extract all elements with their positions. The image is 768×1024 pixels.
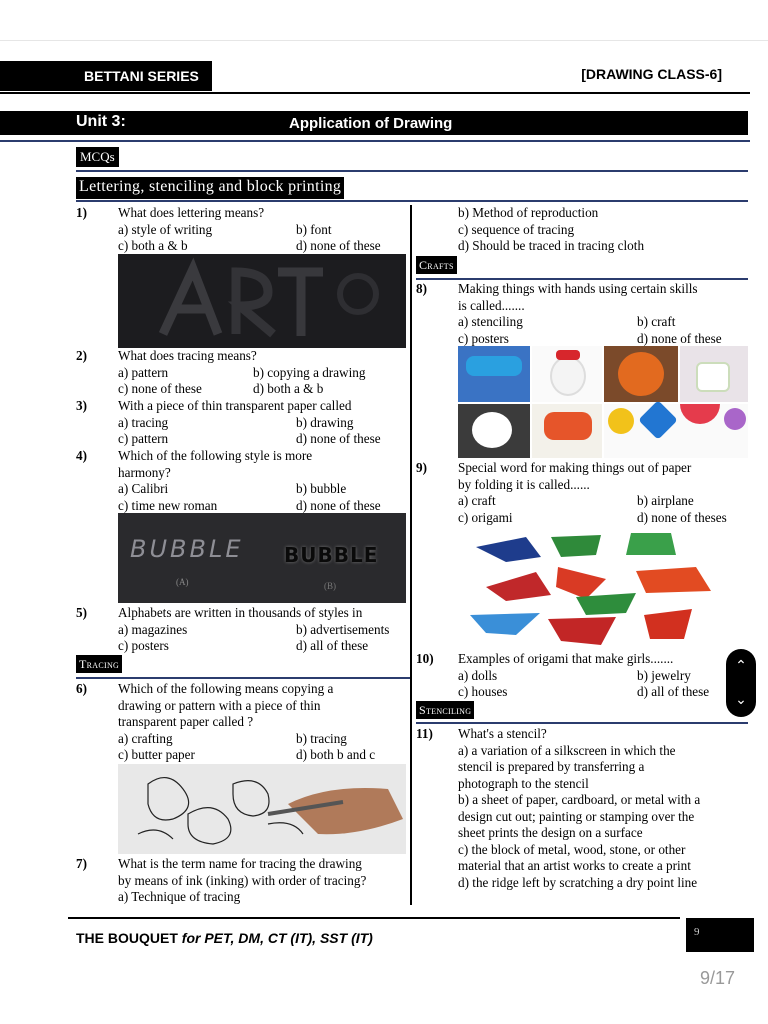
unit-title: Application of Drawing [289,115,453,132]
bubble-label-b: (B) [324,581,336,591]
option-a: a) style of writing [118,222,213,237]
page-number-box [686,918,754,952]
question-text-line-2: by folding it is called...... [458,477,590,492]
option-c: c) origami [458,510,513,525]
footer-for-text: for PET, DM, CT (IT), SST (IT) [181,930,373,946]
question-text-line-2: by means of ink (inking) with order of tracing? [118,873,367,888]
question-text-line-2: drawing or pattern with a piece of thin [118,698,321,713]
question-number: 2) [76,348,87,363]
option-c: c) time new roman [118,498,218,513]
mcqs-rule [76,170,748,172]
question-text: What's a stencil? [458,726,547,741]
option-a: a) pattern [118,365,169,380]
option-b: b) Method of reproduction [458,205,599,220]
unit-bar [0,111,748,135]
crafts-rule [416,278,748,280]
option-b: b) tracing [296,731,347,746]
option-b: b) airplane [637,493,694,508]
question-5 [76,605,410,655]
footer-rule [68,917,680,919]
option-b: b) bubble [296,481,347,496]
option-b: b) craft [637,314,676,329]
option-c: c) pattern [118,431,169,446]
class-label: [DRAWING CLASS-6] [581,66,722,82]
option-b: b) font [296,222,332,237]
question-text-line-3: transparent paper called ? [118,714,254,729]
bubble-label-a: (A) [176,577,189,587]
question-text-line-1: Which of the following means copying a [118,681,334,696]
option-c: c) both a & b [118,238,188,253]
section-heading-lettering: Lettering, stenciling and block printing [76,177,344,199]
column-divider [410,205,412,905]
question-1 [76,205,410,255]
option-d: d) both a & b [253,381,324,396]
question-text-line-2: harmony? [118,465,171,480]
question-4 [76,448,410,514]
option-a-line-3: photograph to the stencil [458,776,589,791]
question-number: 3) [76,398,87,413]
question-text: Examples of origami that make girls....... [458,651,674,666]
option-b: b) drawing [296,415,354,430]
option-b-line-3: sheet prints the design on a surface [458,825,643,840]
question-7-continued [416,205,750,255]
option-c: c) butter paper [118,747,195,762]
section-heading-tracing: Tracing [76,655,122,673]
question-text: What does lettering means? [118,205,265,220]
stenciling-rule [416,722,748,724]
option-c-line-1: c) the block of metal, wood, stone, or other [458,842,686,857]
option-c: c) posters [458,331,509,346]
question-text-line-2: is called....... [458,298,525,313]
option-a: a) tracing [118,415,169,430]
question-number: 10) [416,651,434,666]
option-a: a) magazines [118,622,188,637]
question-text-line-1: Special word for making things out of paper [458,460,692,475]
option-c: c) sequence of tracing [458,222,575,237]
series-label: BETTANI SERIES [0,61,212,91]
option-a: a) Technique of tracing [118,889,241,904]
mcqs-tag: MCQs [76,147,119,167]
option-d: d) all of these [637,684,710,699]
option-d: d) both b and c [296,747,376,762]
lettering-photo [118,254,406,348]
section-heading-crafts: Crafts [416,256,457,274]
bubble-word-a: BUBBLE [130,535,244,563]
tracing-rule [76,677,410,679]
option-a: a) Calibri [118,481,169,496]
question-number: 11) [416,726,433,741]
origami-photo [466,527,730,649]
option-d: d) none of theses [637,510,727,525]
question-number: 8) [416,281,427,296]
option-c: c) none of these [118,381,202,396]
page-navigation [726,649,756,717]
option-c: c) posters [118,638,169,653]
page-count: 9/17 [700,968,736,988]
option-b: b) copying a drawing [253,365,366,380]
question-text: What does tracing means? [118,348,257,363]
option-a: a) stenciling [458,314,523,329]
option-d: d) Should be traced in tracing cloth [458,238,645,253]
option-b: b) advertisements [296,622,390,637]
question-text-line-1: What is the term name for tracing the drawing [118,856,362,871]
option-b-line-1: b) a sheet of paper, cardboard, or metal with a [458,792,701,807]
chevron-down-icon[interactable]: ⌄ [735,692,747,708]
question-text: With a piece of thin transparent paper called [118,398,352,413]
question-8 [416,281,750,347]
top-divider [0,40,768,41]
question-3 [76,398,410,448]
option-a: a) craft [458,493,496,508]
question-2 [76,348,410,398]
question-11 [416,726,750,894]
bubble-lettering-photo [118,513,406,603]
question-text: Alphabets are written in thousands of styles in [118,605,363,620]
page-number: 9 [694,926,700,938]
question-10 [416,651,750,701]
option-b: b) jewelry [637,668,691,683]
question-number: 9) [416,460,427,475]
unit-rule [0,140,750,142]
tracing-photo [118,764,406,854]
footer-bouquet: THE BOUQUET [76,930,178,946]
header-rule [0,92,750,94]
option-d: d) none of these [296,431,381,446]
option-d: d) all of these [296,638,369,653]
option-d-line-1: d) the ridge left by scratching a dry point line [458,875,698,890]
question-text-line-1: Which of the following style is more [118,448,313,463]
chevron-up-icon[interactable]: ⌃ [735,658,747,674]
question-number: 4) [76,448,87,463]
question-9 [416,460,750,526]
question-text-line-1: Making things with hands using certain skills [458,281,698,296]
bubble-word-b: BUBBLE [284,543,379,567]
question-7 [76,856,410,906]
footer-title [76,930,373,946]
section-rule [76,200,748,202]
option-a: a) crafting [118,731,173,746]
question-6 [76,681,410,765]
option-d: d) none of these [637,331,722,346]
option-d: d) none of these [296,238,381,253]
option-a-line-1: a) a variation of a silkscreen in which the [458,743,676,758]
option-a: a) dolls [458,668,498,683]
crafts-photo-grid [458,346,748,458]
option-c: c) houses [458,684,508,699]
question-number: 6) [76,681,87,696]
option-d: d) none of these [296,498,381,513]
question-number: 1) [76,205,87,220]
question-number: 5) [76,605,87,620]
option-c-line-2: material that an artist works to create a print [458,858,691,873]
question-number: 7) [76,856,87,871]
section-heading-stenciling: Stenciling [416,701,474,719]
option-b-line-2: design cut out; painting or stamping over the [458,809,695,824]
unit-label: Unit 3: [76,113,126,130]
option-a-line-2: stencil is prepared by transferring a [458,759,645,774]
